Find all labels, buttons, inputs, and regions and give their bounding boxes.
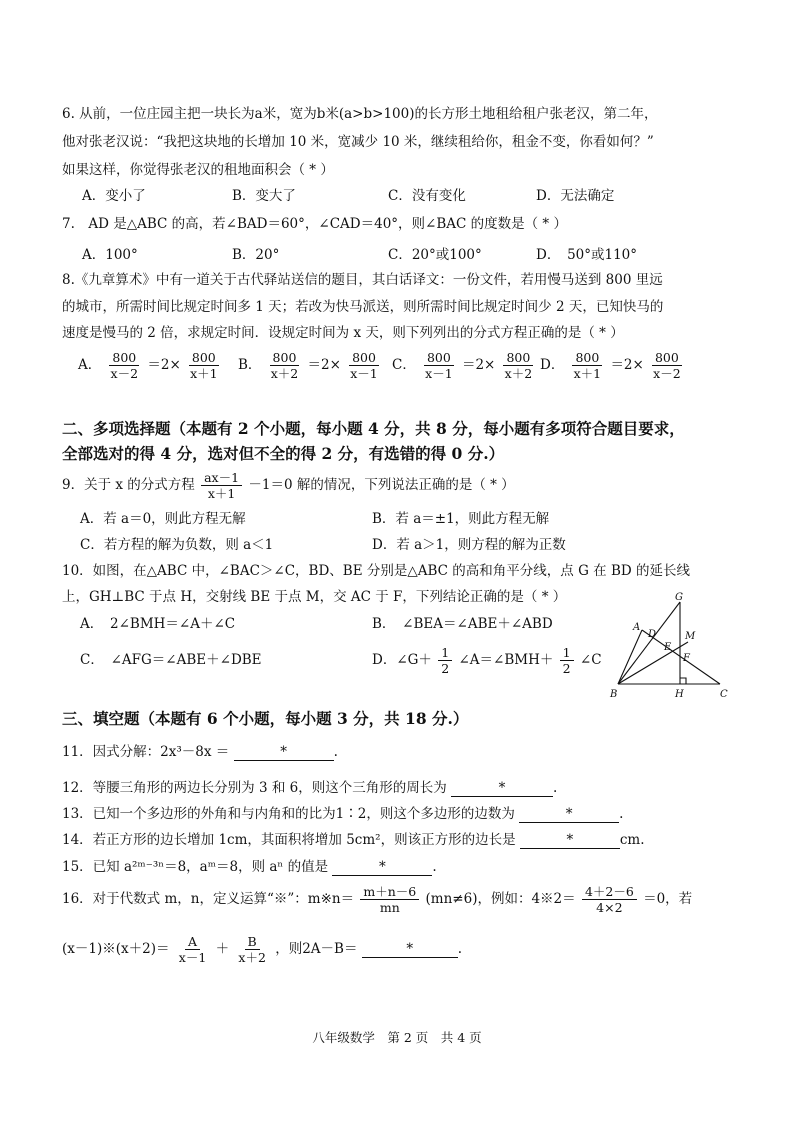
q12-answer-blank[interactable]: *: [451, 780, 553, 797]
numerator: 800: [349, 350, 379, 366]
denominator: mn: [379, 900, 400, 915]
numerator: B: [245, 934, 260, 950]
q8-option-d[interactable]: [540, 350, 686, 381]
fraction: [422, 350, 456, 381]
denominator: 2: [562, 661, 571, 676]
page-footer: 八年级数学 第 2 页 共 4 页: [312, 1030, 482, 1045]
numerator: 800: [424, 350, 454, 366]
fraction: [176, 934, 210, 965]
section3-title: 三、填空题（本题有 6 个小题，每小题 3 分，共 18 分.）: [62, 709, 469, 728]
denominator: x＋2: [504, 366, 533, 381]
q8-line1: 8.《九章算术》中有一道关于古代驿站送信的题目，其白话译文：一份文件，若用慢马送到 800 里远: [62, 272, 663, 288]
numerator: 1: [438, 645, 452, 661]
q14-answer-blank[interactable]: *: [520, 832, 620, 849]
triangle-figure: [608, 590, 738, 708]
right-angle-mark: [680, 678, 686, 684]
q6-line1: 6. 从前，一位庄园主把一块长为a米，宽为b米(a>b>100)的长方形土地租给租户张老汉，第二年，: [62, 106, 658, 122]
q9-option-a[interactable]: A．若 a＝0，则此方程无解: [80, 511, 246, 527]
fraction: [360, 884, 419, 915]
ray-be: [618, 642, 688, 684]
q16-text: 16．对于代数式 m，n，定义运算“※”：m※n＝: [62, 891, 355, 907]
q7-option-b[interactable]: B．20°: [232, 247, 280, 263]
denominator: x－2: [653, 366, 681, 381]
denominator: x－1: [350, 366, 378, 381]
section2-title-line1: 二、多项选择题（本题有 2 个小题，每小题 4 分，共 8 分，每小题有多项符合题目要求，: [62, 419, 685, 438]
q12: [62, 778, 557, 798]
fraction: [187, 350, 221, 381]
q15: [62, 857, 437, 877]
numerator: 800: [109, 350, 139, 366]
fraction: [108, 350, 142, 381]
q16-line1: [62, 884, 692, 915]
denominator: x＋1: [190, 366, 218, 381]
option-label: A．: [78, 357, 102, 373]
label-b: B: [610, 689, 618, 700]
q6-option-a[interactable]: A．变小了: [82, 188, 146, 204]
numerator: 1: [560, 645, 574, 661]
q16-end: .: [457, 941, 463, 957]
q9-option-b[interactable]: B．若 a＝±1，则此方程无解: [372, 511, 550, 527]
equals-text: ＝2×: [307, 357, 341, 373]
fraction-half: [560, 645, 574, 676]
q10-line2: 上，GH⊥BC 于点 H，交射线 BE 于点 M，交 AC 于 F，下列结论正确的是（ * ）: [62, 589, 567, 605]
q6-option-d[interactable]: D．无法确定: [536, 188, 615, 204]
q14-text: 14．若正方形的边长增加 1cm，其面积将增加 5cm²，则该正方形的边长是: [62, 832, 516, 848]
q11: [62, 742, 338, 762]
denominator: x＋2: [238, 950, 266, 965]
q10-option-b[interactable]: B． ∠BEA＝∠ABE＋∠ABD: [372, 616, 553, 632]
q9-stem-pre: 9．关于 x 的分式方程: [62, 477, 195, 493]
q14-end: cm.: [619, 832, 645, 848]
numerator: 800: [503, 350, 533, 366]
numerator: 800: [270, 350, 300, 366]
q13-answer-blank[interactable]: *: [519, 806, 619, 823]
numerator: A: [185, 934, 200, 950]
q6-option-b[interactable]: B．变大了: [232, 188, 296, 204]
fraction: [502, 350, 536, 381]
fraction: [582, 884, 637, 915]
q7-option-c[interactable]: C．20°或100°: [388, 247, 482, 263]
q10-option-d[interactable]: [372, 645, 602, 676]
q11-answer-blank[interactable]: *: [234, 744, 334, 761]
q8-option-b[interactable]: [238, 350, 383, 381]
option-text: ∠A＝∠BMH＋: [458, 652, 554, 668]
equals-text: ＝2×: [461, 357, 496, 373]
option-label: B．: [238, 357, 262, 373]
numerator: 800: [652, 350, 682, 366]
denominator: x＋1: [207, 486, 236, 501]
label-d: D: [648, 629, 657, 640]
q16-answer-blank[interactable]: *: [362, 941, 458, 958]
label-c: C: [720, 689, 728, 700]
q15-end: .: [432, 859, 437, 875]
q7-stem: 7. AD 是△ABC 的高，若∠BAD＝60°，∠CAD＝40°，则∠BAC 的度数是（ * ）: [62, 216, 567, 232]
q6-line3: 如果这样，你觉得张老汉的租地面积会（ * ）: [62, 162, 334, 178]
equals-text: ＝2×: [147, 357, 181, 373]
fraction: [201, 470, 242, 501]
q16-text: (x－1)※(x＋2)＝: [62, 941, 170, 957]
label-g: G: [675, 592, 683, 603]
q16-text: ＝0，若: [643, 891, 693, 907]
q10-option-c[interactable]: C． ∠AFG＝∠ABE＋∠DBE: [80, 652, 262, 668]
q8-line2: 的城市，所需时间比规定时间多 1 天；若改为快马派送，则所需时间比规定时间少 2 天，已知快马的: [62, 299, 664, 315]
q11-end: .: [333, 744, 338, 760]
numerator: 800: [572, 350, 602, 366]
fraction: [571, 350, 605, 381]
q10-line1: 10．如图，在△ABC 中，∠BAC＞∠C，BD、BE 分别是△ABC 的高和角平分线，点 G 在 BD 的延长线: [62, 563, 690, 579]
q6-line2: 他对张老汉说：“我把这块地的长增加 10 米，宽减少 10 米，继续租给你，租金不变，你看如何？”: [62, 134, 654, 150]
q9-option-c[interactable]: C．若方程的解为负数，则 a＜1: [80, 537, 274, 553]
q8-option-c[interactable]: [392, 350, 537, 381]
label-a: A: [633, 622, 641, 633]
q13-end: .: [619, 806, 624, 822]
fraction-half: [438, 645, 452, 676]
q9-stem: [62, 470, 515, 501]
q8-line3: 速度是慢马的 2 倍，求规定时间．设规定时间为 x 天，则下列列出的分式方程正确的是（ * ）: [62, 325, 624, 341]
plus-sign: ＋: [215, 941, 230, 957]
label-m: M: [685, 631, 696, 642]
denominator: x－1: [425, 366, 453, 381]
q10-option-a[interactable]: A． 2∠BMH＝∠A＋∠C: [80, 616, 236, 632]
q16-line2: [62, 934, 462, 965]
fraction: [650, 350, 684, 381]
q15-answer-blank[interactable]: *: [332, 859, 432, 876]
q15-text: 15．已知 a²ᵐ⁻³ⁿ＝8，aᵐ＝8，则 aⁿ 的值是: [62, 859, 329, 875]
q8-option-a[interactable]: [78, 350, 223, 381]
option-text: D．∠G＋: [372, 652, 432, 668]
q9-option-d[interactable]: D．若 a＞1，则方程的解为正数: [372, 537, 566, 553]
option-text: ∠C: [579, 652, 602, 668]
q12-text: 12．等腰三角形的两边长分别为 3 和 6，则这个三角形的周长为: [62, 780, 447, 796]
q13-text: 13．已知一个多边形的外角和与内角和的比为1∶2，则这个多边形的边数为: [62, 806, 515, 822]
numerator: ax－1: [201, 470, 242, 486]
q12-end: .: [553, 780, 558, 796]
q7-option-d[interactable]: D． 50°或110°: [536, 247, 638, 263]
q16-text: ，则2A－B＝: [275, 941, 358, 957]
denominator: 4×2: [596, 900, 623, 915]
q16-text: (mn≠6)，例如：4※2＝: [425, 891, 576, 907]
q13: [62, 804, 623, 824]
q9-stem-post: －1＝0 解的情况，下列说法正确的是（ * ）: [248, 477, 515, 493]
denominator: x－2: [110, 366, 139, 381]
denominator: 2: [441, 661, 450, 676]
denominator: x＋1: [573, 366, 602, 381]
fraction: [347, 350, 381, 381]
q11-text: 11．因式分解：2x³－8x ＝: [62, 744, 230, 760]
denominator: x＋2: [270, 366, 299, 381]
option-label: C．: [392, 357, 416, 373]
numerator: m＋n－6: [360, 884, 419, 900]
denominator: x－1: [178, 950, 207, 965]
numerator: 800: [189, 350, 219, 366]
label-f: F: [683, 653, 690, 664]
numerator: 4＋2－6: [582, 884, 637, 900]
fraction: [268, 350, 302, 381]
section2-title-line2: 全部选对的得 4 分，选对但不全的得 2 分，有选错的得 0 分.）: [62, 444, 505, 463]
option-label: D．: [540, 357, 565, 373]
equals-text: ＝2×: [610, 357, 644, 373]
label-e: E: [664, 642, 672, 653]
label-h: H: [675, 689, 684, 700]
q6-option-c[interactable]: C．没有变化: [388, 188, 466, 204]
fraction: [235, 934, 269, 965]
q14: [62, 830, 645, 850]
q7-option-a[interactable]: A．100°: [82, 247, 138, 263]
